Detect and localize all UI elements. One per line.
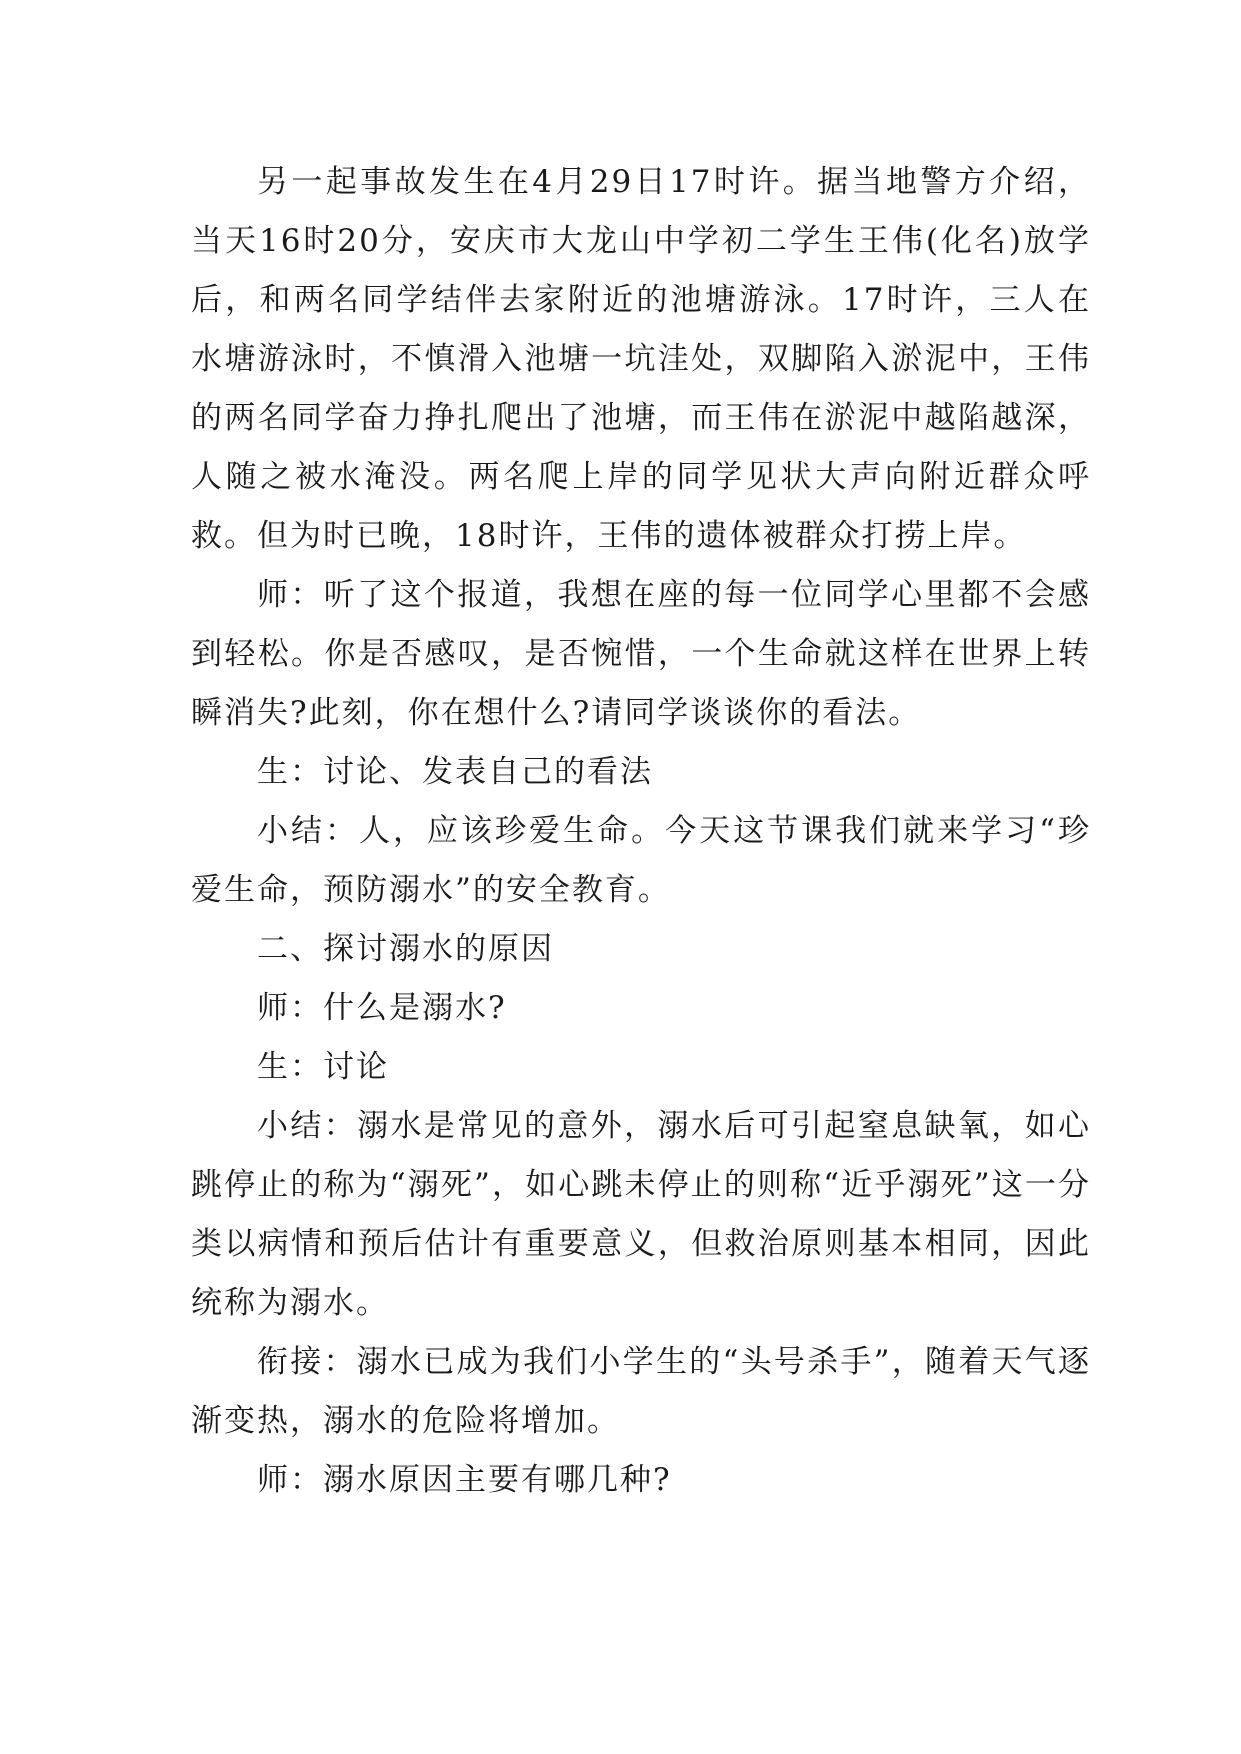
paragraph-student-discuss: 生：讨论 <box>257 1049 389 1085</box>
paragraph-teacher-causes-question: 师：溺水原因主要有哪几种? <box>257 1462 672 1498</box>
paragraph-summary-cherish-life: 小结：人，应该珍爱生命。今天这节课我们就来学习“珍爱生命，预防溺水”的安全教育。 <box>191 813 1091 908</box>
paragraph-student-discussion: 生：讨论、发表自己的看法 <box>257 754 653 790</box>
paragraph-transition: 衔接：溺水已成为我们小学生的“头号杀手”，随着天气逐渐变热，溺水的危险将增加。 <box>191 1344 1091 1439</box>
paragraph-summary-definition: 小结：溺水是常见的意外，溺水后可引起窒息缺氧，如心跳停止的称为“溺死”，如心跳未停止的则称“近乎溺死”这一分类以病情和预后估计有重要意义，但救治原则基本相同，因此统称为溺水。 <box>191 1108 1091 1321</box>
section-heading-drowning-causes: 二、探讨溺水的原因 <box>257 931 554 967</box>
document-body <box>191 153 1091 1510</box>
paragraph-teacher-question: 师：什么是溺水? <box>257 990 507 1026</box>
paragraph-accident-report: 另一起事故发生在4月29日17时许。据当地警方介绍，当天16时20分，安庆市大龙山中学初二学生王伟(化名)放学后，和两名同学结伴去家附近的池塘游泳。17时许，三人在水塘游泳时，不慎滑入池塘一坑洼处，双脚陷入淤泥中，王伟的两名同学奋力挣扎爬出了池塘，而王伟在淤泥中越陷越深，人随之被水淹没。两名爬上岸的同学见状大声向附近群众呼救。但为时已晚，18时许，王伟的遗体被群众打捞上岸。 <box>191 164 1091 554</box>
paragraph-teacher-reflection: 师：听了这个报道，我想在座的每一位同学心里都不会感到轻松。你是否感叹，是否惋惜，一个生命就这样在世界上转瞬消失?此刻，你在想什么?请同学谈谈你的看法。 <box>191 577 1091 731</box>
